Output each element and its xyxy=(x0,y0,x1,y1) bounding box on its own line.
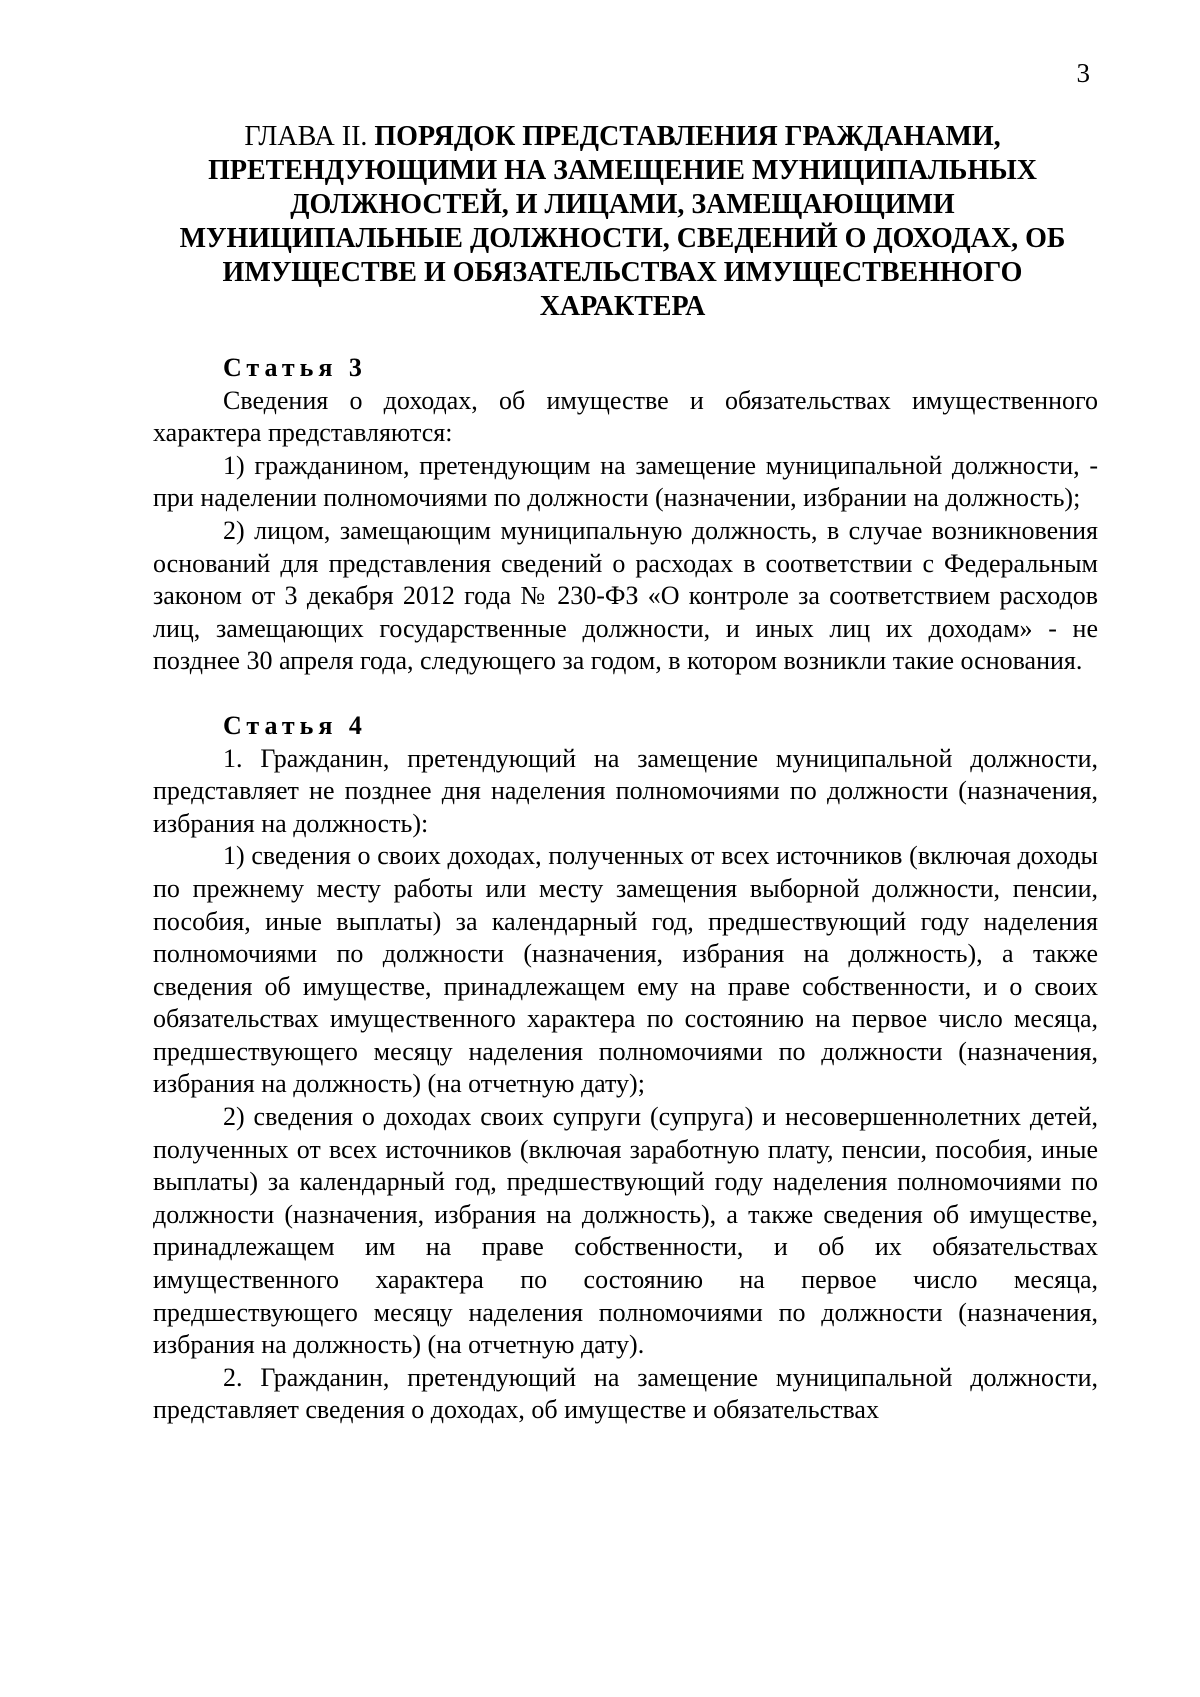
article-3-title: Статья 3 xyxy=(223,353,367,382)
article-3 xyxy=(153,352,1098,678)
article-4-part-1-item-2: 2) сведения о доходах своих супруги (супруга) и несовершеннолетних детей, полученных от всех источников (включая заработную плату, пенсии, пособия, иные выплаты) за календарный год, предшествующий году наделения полномочиями по должности (назначения, избрания на должность), а также сведения об имуществе, принадлежащем им на праве собственности, и об их обязательствах имущественного характера по состоянию на первое число месяца, предшествующего месяцу наделения полномочиями по должности (назначения, избрания на должность) (на отчетную дату). xyxy=(153,1102,1098,1360)
article-4 xyxy=(153,710,1098,1427)
document-body xyxy=(153,352,1098,1427)
page-number: 3 xyxy=(1076,58,1090,88)
chapter-label: ГЛАВА II. xyxy=(244,121,368,152)
article-3-item-1: 1) гражданином, претендующим на замещение муниципальной должности, - при наделении полномочиями по должности (назначении, избрании на должность); xyxy=(153,450,1098,513)
article-4-title: Статья 4 xyxy=(223,710,367,740)
article-4-part-2: 2. Гражданин, претендующий на замещение муниципальной должности, представляет сведения о доходах, об имуществе и обязательствах xyxy=(153,1362,1098,1425)
article-4-part-1-item-1: 1) сведения о своих доходах, полученных от всех источников (включая доходы по прежнему месту работы или месту замещения выборной должности, пенсии, пособия, иные выплаты) за календарный год, предшествующий году наделения полномочиями по должности (назначения, избрания на должность), а также сведения об имуществе, принадлежащем ему на праве собственности, и о своих обязательствах имущественного характера по состоянию на первое число месяца, предшествующего месяцу наделения полномочиями по должности (назначения, избрания на должность) (на отчетную дату); xyxy=(153,841,1098,1099)
chapter-title: ПОРЯДОК ПРЕДСТАВЛЕНИЯ ГРАЖДАНАМИ, ПРЕТЕНДУЮЩИМИ НА ЗАМЕЩЕНИЕ МУНИЦИПАЛЬНЫХ ДОЛЖНОСТЕЙ, И ЛИЦАМИ, ЗАМЕЩАЮЩИМИ МУНИЦИПАЛЬНЫЕ ДОЛЖНОСТИ, СВЕДЕНИЙ О ДОХОДАХ, ОБ ИМУЩЕСТВЕ И ОБЯЗАТЕЛЬСТВАХ ИМУЩЕСТВЕННОГО ХАРАКТЕРА xyxy=(179,121,1066,322)
article-3-intro: Сведения о доходах, об имуществе и обязательствах имущественного характера представляются: xyxy=(153,385,1098,448)
chapter-heading xyxy=(150,120,1095,324)
article-3-item-2: 2) лицом, замещающим муниципальную должность, в случае возникновения оснований для представления сведений о расходах в соответствии с Федеральным законом от 3 декабря 2012 года № 230-ФЗ «О контроле за соответствием расходов лиц, замещающих государственные должности, и иных лиц их доходам» - не позднее 30 апреля года, следующего за годом, в котором возникли такие основания. xyxy=(153,515,1098,676)
article-4-part-1: 1. Гражданин, претендующий на замещение муниципальной должности, представляет не позднее дня наделения полномочиями по должности (назначения, избрания на должность): xyxy=(153,743,1098,838)
